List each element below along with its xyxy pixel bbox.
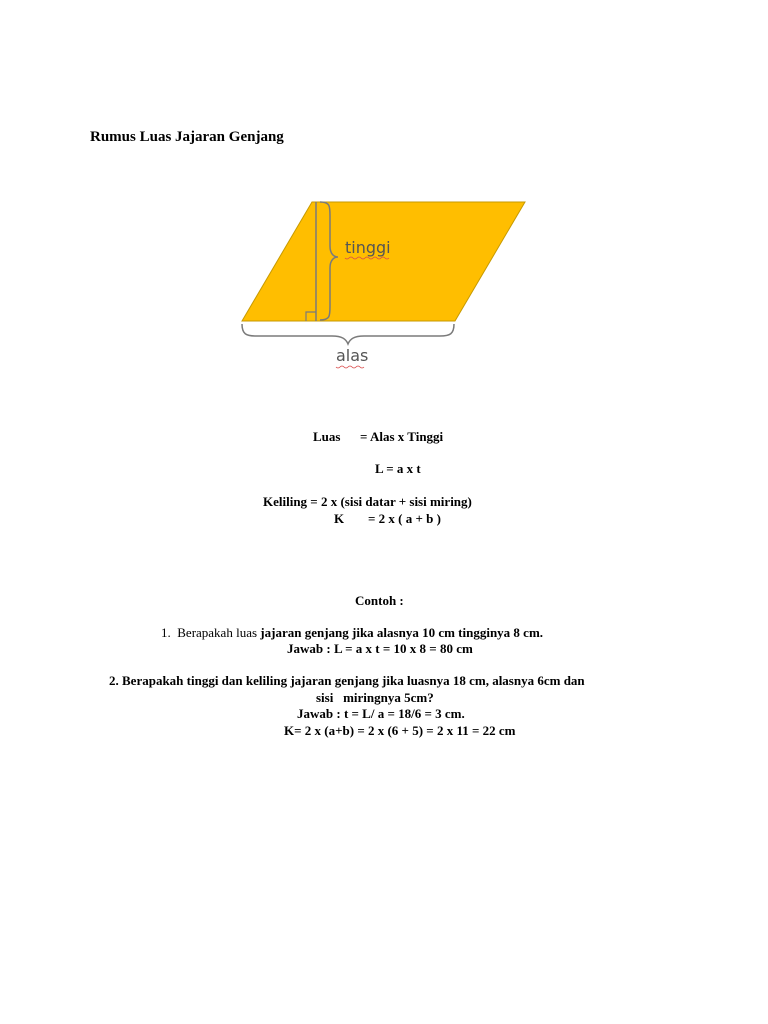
luas-short-formula: L = a x t — [375, 461, 421, 476]
base-label: alas — [336, 346, 369, 365]
page-title: Rumus Luas Jajaran Genjang — [90, 129, 284, 145]
keliling-label: K — [334, 511, 345, 526]
parallelogram-shape — [242, 202, 525, 321]
examples-heading: Contoh : — [355, 593, 404, 608]
luas-label: Luas — [313, 429, 341, 444]
answer-1: Jawab : L = a x t = 10 x 8 = 80 cm — [287, 641, 473, 656]
height-label: tinggi — [345, 238, 391, 257]
question-1 — [161, 625, 543, 641]
question-2-line-2: sisi miringnya 5cm? — [316, 690, 434, 705]
question-1-prefix: 1. Berapakah luas — [161, 625, 261, 640]
question-2-line-1: 2. Berapakah tinggi dan keliling jajaran genjang jika luasnya 18 cm, alasnya 6cm dan — [109, 673, 585, 688]
base-brace — [242, 324, 454, 344]
answer-2-line-1: Jawab : t = L/ a = 18/6 = 3 cm. — [297, 706, 465, 721]
parallelogram-diagram — [232, 192, 536, 376]
luas-expression: = Alas x Tinggi — [360, 429, 444, 444]
keliling-expression: = 2 x ( a + b ) — [368, 511, 441, 526]
answer-2-line-2: K= 2 x (a+b) = 2 x (6 + 5) = 2 x 11 = 22 cm — [284, 723, 516, 738]
question-1-text: jajaran genjang jika alasnya 10 cm tingginya 8 cm. — [260, 625, 544, 640]
base-label-underline — [336, 366, 364, 368]
keliling-full-formula: Keliling = 2 x (sisi datar + sisi miring) — [263, 494, 472, 509]
